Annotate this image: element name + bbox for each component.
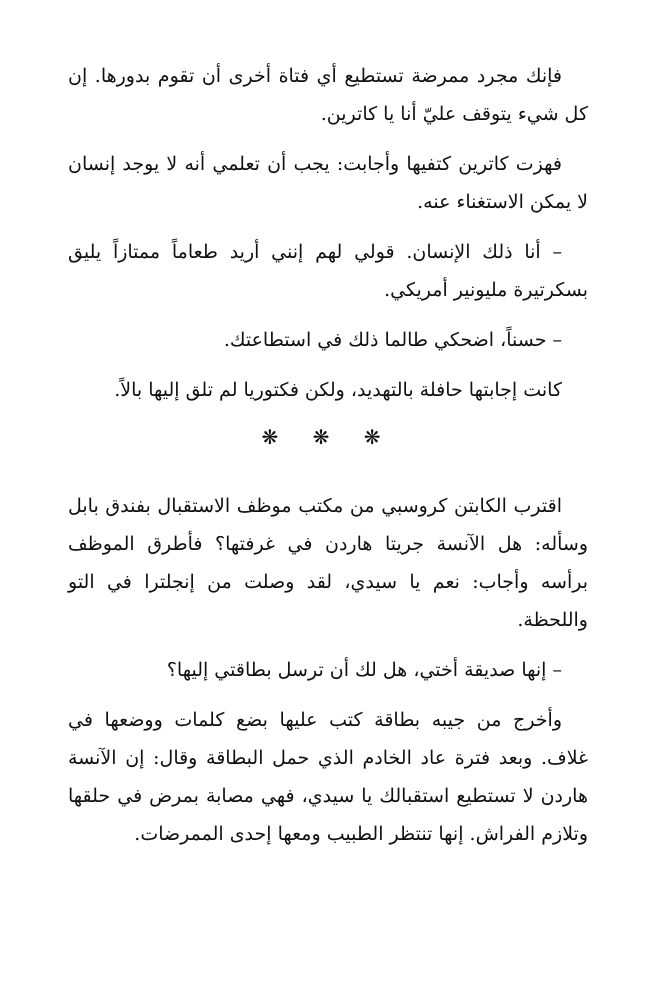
divider-asterisk: ❋	[312, 425, 344, 449]
dialogue-paragraph: – أنا ذلك الإنسان. قولي لهم إنني أريد طعاماً ممتازاً يليق بسكرتيرة مليونير أمريكي.	[68, 241, 588, 301]
paragraph: فهزت كاترين كتفيها وأجابت: يجب أن تعلمي أنه لا يوجد إنسان لا يمكن الاستغناء عنه.	[68, 153, 588, 213]
divider-asterisk: ❋	[261, 425, 293, 449]
paragraph: كانت إجابتها حافلة بالتهديد، ولكن فكتوريا لم تلق إليها بالاً.	[114, 379, 562, 401]
book-page	[68, 57, 588, 865]
paragraph: فإنك مجرد ممرضة تستطيع أي فتاة أخرى أن تقوم بدورها. إن كل شيء يتوقف عليّ أنا يا كاترين.	[68, 65, 588, 125]
divider-asterisk: ❋	[363, 425, 395, 449]
dialogue-paragraph: – حسناً، اضحكي طالما ذلك في استطاعتك.	[223, 329, 562, 351]
section-divider	[68, 421, 588, 453]
paragraph: وأخرج من جيبه بطاقة كتب عليها بضع كلمات ووضعها في غلاف. وبعد فترة عاد الخادم الذي حمل البطاقة وقال: إن الآنسة هاردن لا تستطيع استقبالك يا سيدي، فهي مصابة بمرض في حلقها وتلازم الفراش. إنها تنتظر الطبيب ومعها إحدى الممرضات.	[68, 709, 588, 845]
paragraph: اقترب الكابتن كروسبي من مكتب موظف الاستقبال بفندق بابل وسأله: هل الآنسة جريتا هاردن في غرفتها؟ فأطرق الموظف برأسه وأجاب: نعم يا سيدي، لقد وصلت من إنجلترا في التو واللحظة.	[68, 495, 588, 631]
dialogue-paragraph: – إنها صديقة أختي، هل لك أن ترسل بطاقتي إليها؟	[166, 659, 562, 681]
